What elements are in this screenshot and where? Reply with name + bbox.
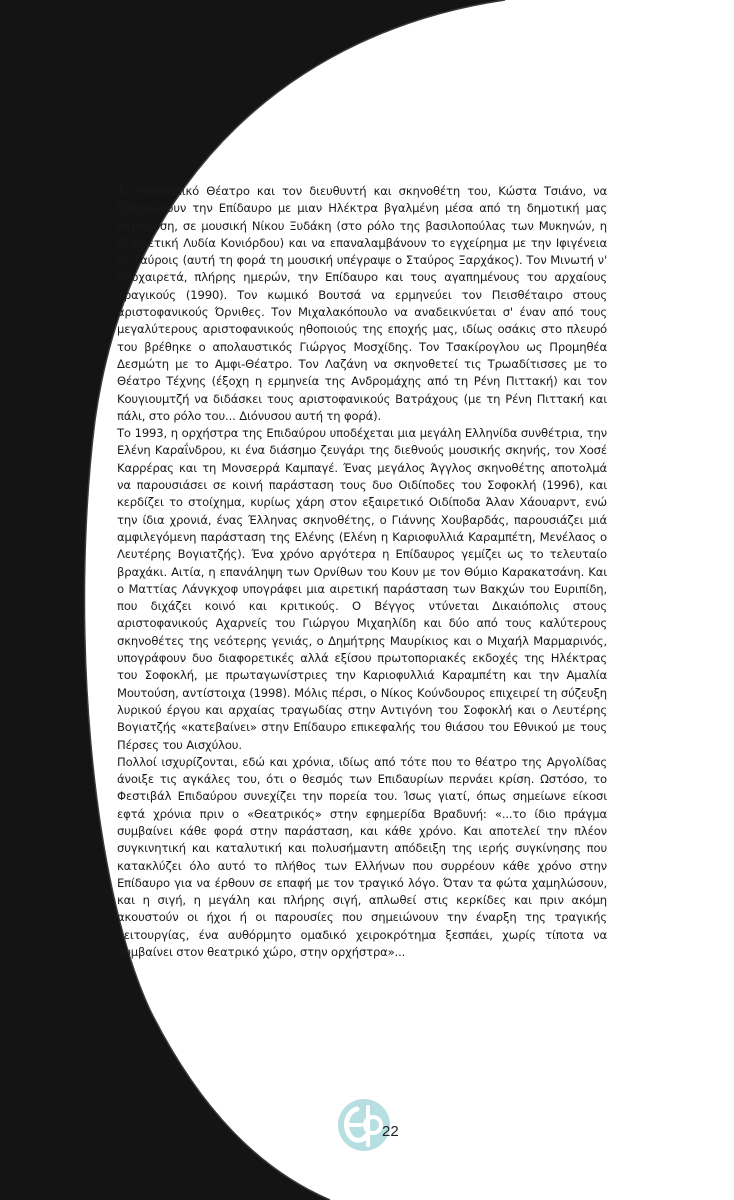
article-paragraph: Το 1993, η ορχήστρα της Επιδαύρου υποδέχεται μια μεγάλη Ελληνίδα συνθέτρια, την Ελένη Καραΐνδρου, κι ένα διάσημο ζευγάρι της διεθνούς μουσικής σκηνής, τον Χοσέ Καρρέρας και τη Μονσερρά Καμπαγέ. Ένας μεγάλος Άγγλος σκηνοθέτης αποτολμά να παρουσιάσει σε κοινή παράσταση τους δυο Οιδίποδες του Σοφοκλή (1996), και κερδίζει το στοίχημα, κυρίως χάρη στον εξαιρετικό Οιδίποδα Άλαν Χάουαρντ, ενώ την ίδια χρονιά, ένας Έλληνας σκηνοθέτης, ο Γιάννης Χουβαρδάς, παρουσιάζει μιά αμφιλεγόμενη παράσταση της Ελένης (Ελένη η Καριοφυλλιά Καραμπέτη, Μενέλαος ο Λευτέρης Βογιατζής). Ένα χρόνο αργότερα η Επίδαυρος γεμίζει ως το τελευταίο βραχάκι. Αιτία, η επανάληψη των Ορνίθων του Κουν με τον Θύμιο Καρακατσάνη. Και ο Ματτίας Λάνγκχοφ υπογράφει μια αιρετική παράσταση των Βακχών του Ευριπίδη, που διχάζει κοινό και κριτικούς. Ο Βέγγος ντύνεται Δικαιόπολις στους αριστοφανικούς Αχαρνείς του Γιώργου Μιχαηλίδη και δύο από τους καλύτερους σκηνοθέτες της νεότερης γενιάς, ο Δημήτρης Μαυρίκιος και ο Μιχαήλ Μαρμαρινός, υπογράφουν δυο διαφορετικές αλλά εξίσου πρωτοποριακές εκδοχές της Ηλέκτρας του Σοφοκλή, με πρωταγωνίστριες την Καριοφυλλιά Καραμπέτη και την Αμαλία Μουτούση, αντίστοιχα (1998). Μόλις πέρσι, ο Νίκος Κούνδουρος επιχειρεί τη σύζευξη λυρικού έργου και αρχαίας τραγωδίας στην Αντιγόνη του Σοφοκλή και ο Λευτέρης Βογιατζής «κατεβαίνει» στην Επίδαυρο επικεφαλής του θιάσου του Εθνικού με τους Πέρσες του Αισχύλου.	[117, 426, 607, 752]
article-body	[117, 183, 607, 961]
article-paragraph: Πολλοί ισχυρίζονται, εδώ και χρόνια, ιδίως από τότε που το θέατρο της Αργολίδας άνοιξε τις αγκάλες του, ότι ο θεσμός των Επιδαυρίων περνάει κρίση. Ωστόσο, το Φεστιβάλ Επιδαύρου συνεχίζει την πορεία του. Ίσως γιατί, όπως σημείωνε είκοσι εφτά χρόνια πριν ο «Θεατρικός» στην εφημερίδα Βραδυνή: «...το ίδιο πράγμα συμβαίνει κάθε φορά στην παράσταση, και κάθε χρόνο. Και αποτελεί την πλέον συγκινητική και καταλυτική και πολυσήμαντη απόδειξη της ιερής συγκίνησης που κατακλύζει όλο αυτό το πλήθος των Ελλήνων που συρρέουν κάθε χρόνο στην Επίδαυρο για να έρθουν σε επαφή με τον τραγικό λόγο. Όταν τα φώτα χαμηλώσουν, και η σιγή, η μεγάλη και πλήρης σιγή, απλωθεί στις κερκίδες και πριν ακόμη ακουστούν οι ήχοι ή οι παρουσίες που σημειώνουν την έναρξη της τραγικής λειτουργίας, ένα αυθόρμητο ομαδικό χειροκρότημα ξεσπάει, χωρίς τίποτα να συμβαίνει στον θεατρικό χώρο, στην ορχήστρα»...	[117, 754, 607, 960]
article-paragraph: Το Θεσσαλικό Θέατρο και τον διευθυντή και σκηνοθέτη του, Κώστα Τσιάνο, να ξεσηκώνουν την Επίδαυρο με μιαν Ηλέκτρα βγαλμένη μέσα από τη δημοτική μας παράδοση, σε μουσική Νίκου Ξυδάκη (στο ρόλο της βασιλοπούλας των Μυκηνών, η εξαιρετική Λυδία Κονιόρδου) και να επαναλαμβάνουν το εγχείρημα με την Ιφιγένεια εν Ταύροις (αυτή τη φορά τη μουσική υπέγραψε ο Σταύρος Ξαρχάκος). Τον Μινωτή ν' αποχαιρετά, πλήρης ημερών, την Επίδαυρο και τους αγαπημένους του αρχαίους τραγικούς (1990). Τον κωμικό Βουτσά να ερμηνεύει τον Πεισθέταιρο στους αριστοφανικούς Όρνιθες. Τον Μιχαλακόπουλο να αναδεικνύεται σ' έναν από τους μεγαλύτερους αριστοφανικούς ηθοποιούς της εποχής μας, ιδίως οσάκις στο πλευρό του βρέθηκε ο απολαυστικός Γιώργος Μοσχίδης. Τον Τσακίρογλου ως Προμηθέα Δεσμώτη με το Αμφι-Θέατρο. Τον Λαζάνη να σκηνοθετεί τις Τρωαδίτισσες με το Θέατρο Τέχνης (έξοχη η ερμηνεία της Ανδρομάχης από τη Ρένη Πιττακή) και τον Κουγιουμτζή να διδάσκει τους αριστοφανικούς Βατράχους (με τη Ρένη Πιττακή και πάλι, στο ρόλο του... Διόνυσου αυτή τη φορά).	[117, 184, 607, 423]
page-number: 22	[382, 1123, 399, 1140]
